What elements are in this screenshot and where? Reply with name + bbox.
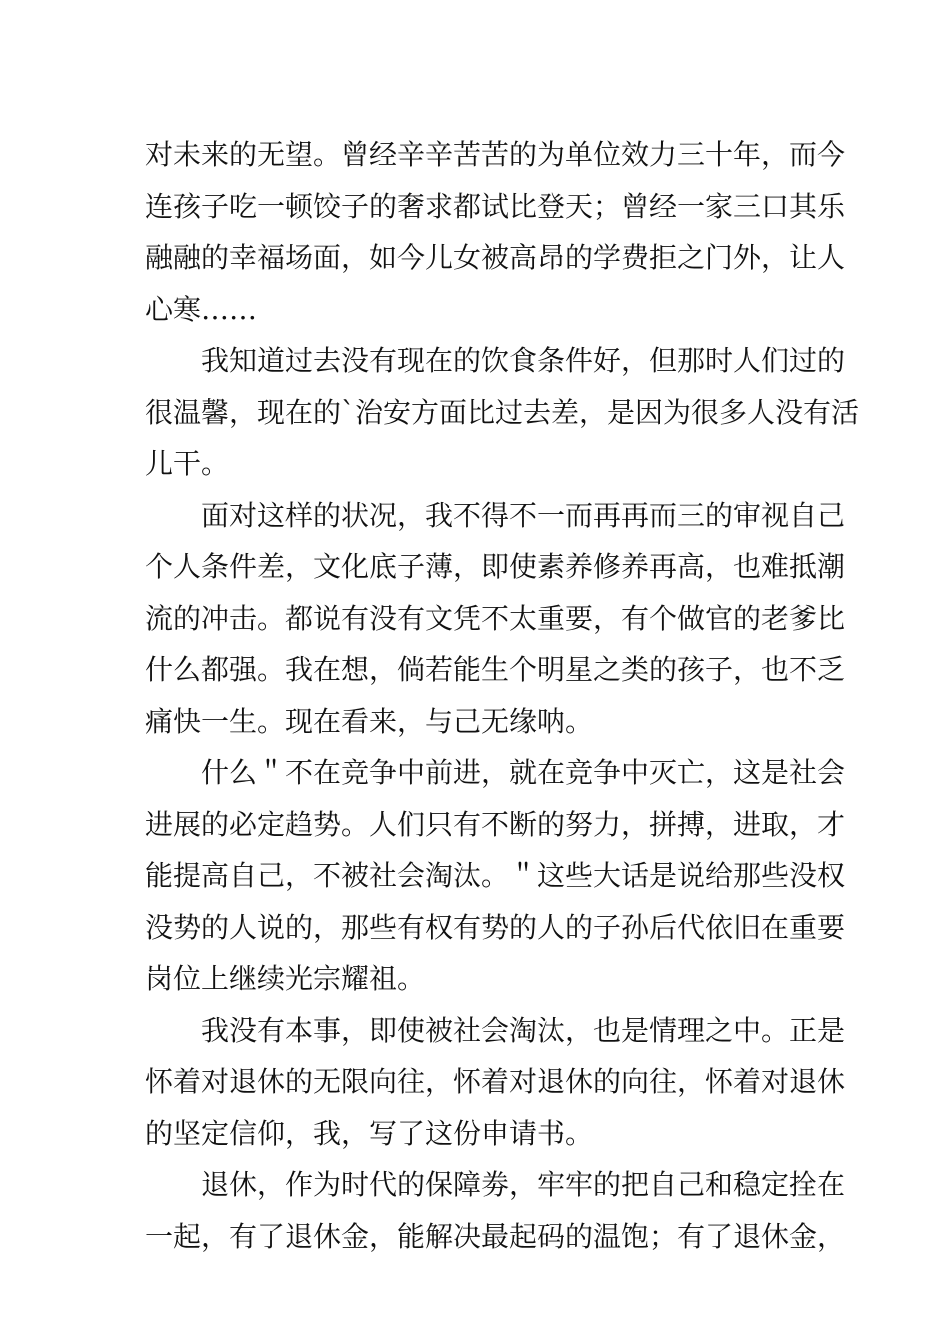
paragraph [145, 335, 860, 490]
document-body [145, 129, 860, 1262]
text-line: 退休，作为时代的保障劵，牢牢的把自己和稳定拴在 [201, 1168, 846, 1201]
text-line: 我知道过去没有现在的饮食条件好，但那时人们过的 [201, 344, 846, 377]
text-line: 连孩子吃一顿饺子的奢求都试比登天；曾经一家三口其乐 [145, 189, 846, 223]
text-line: 面对这样的状况，我不得不一而再再而三的审视自己 [201, 498, 846, 532]
text-line: 没势的人说的，那些有权有势的人的子孙后代依旧在重要 [145, 910, 846, 944]
paragraph [145, 490, 846, 748]
paragraph [145, 129, 846, 335]
text-line: 什么都强。我在想，倘若能生个明星之类的孩子，也不乏 [145, 653, 846, 686]
text-line: 痛快一生。现在看来，与己无缘呐。 [145, 704, 594, 738]
text-line: 融融的幸福场面，如今儿女被高昂的学费拒之门外，让人 [145, 241, 846, 274]
text-line: 儿干。 [145, 447, 230, 480]
paragraph [145, 1159, 846, 1262]
text-line: 流的冲击。都说有没有文凭不太重要，有个做官的老爹比 [145, 601, 846, 635]
paragraph [145, 1005, 846, 1160]
text-line: 进展的必定趋势。人们只有不断的努力，拼搏，进取，才 [145, 807, 846, 841]
text-line: 很温馨，现在的`治安方面比过去差，是因为很多人没有活 [145, 395, 860, 429]
text-line: 我没有本事，即使被社会淘汰，也是情理之中。正是 [201, 1013, 846, 1047]
text-line: 怀着对退休的无限向往，怀着对退休的向往，怀着对退休 [145, 1065, 846, 1098]
text-line: 岗位上继续光宗耀祖。 [145, 962, 426, 995]
text-line: 对未来的无望。曾经辛辛苦苦的为单位效力三十年，而今 [145, 138, 846, 171]
text-line: 什么＂不在竞争中前进，就在竞争中灭亡，这是社会 [201, 756, 846, 789]
text-line: 个人条件差，文化底子薄，即使素养修养再高，也难抵潮 [145, 550, 846, 583]
text-line: 心寒…… [145, 292, 258, 326]
text-line: 一起，有了退休金，能解决最起码的温饱；有了退休金， [145, 1219, 846, 1253]
text-line: 能提高自己，不被社会淘汰。＂这些大话是说给那些没权 [145, 859, 846, 892]
text-line: 的坚定信仰，我，写了这份申请书。 [145, 1116, 594, 1150]
paragraph [145, 747, 846, 1005]
